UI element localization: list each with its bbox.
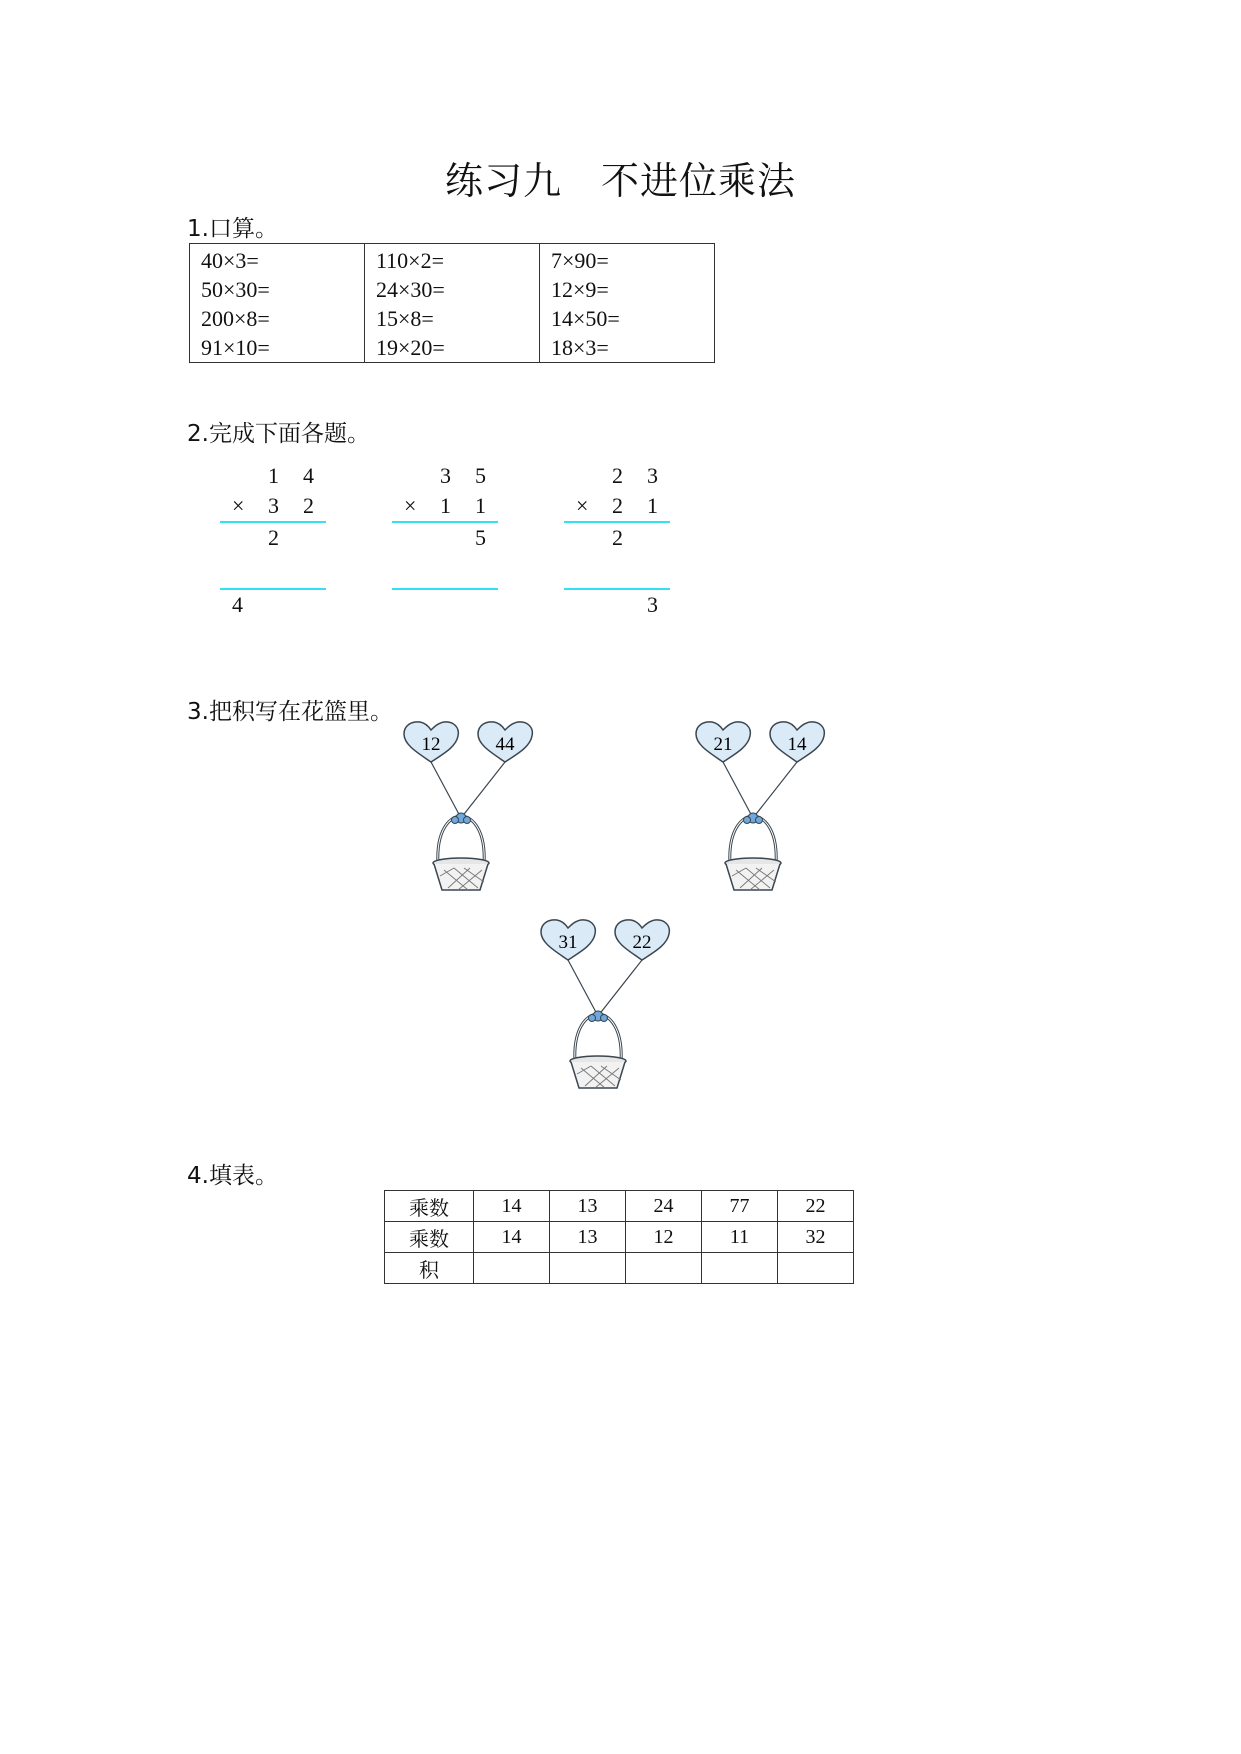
digit: 2 xyxy=(303,493,314,518)
table-row xyxy=(385,1222,854,1253)
page-title: 练习九 不进位乘法 xyxy=(444,159,796,203)
row-label: 乘数 xyxy=(385,1191,474,1222)
oral-calc-column xyxy=(365,244,540,363)
oral-calc-item: 12×9= xyxy=(551,277,609,302)
row-label: 乘数 xyxy=(385,1222,474,1253)
balloon-left xyxy=(404,722,458,762)
oral-calc-item: 91×10= xyxy=(201,335,270,360)
balloon-basket-1 xyxy=(398,720,548,895)
row-label: 积 xyxy=(385,1253,474,1284)
digit: 3 xyxy=(647,463,658,488)
table-cell: 22 xyxy=(778,1191,854,1222)
table-cell: 13 xyxy=(550,1191,626,1222)
balloon-number: 44 xyxy=(495,734,515,755)
table-cell: 32 xyxy=(778,1222,854,1253)
section-3-heading: 3.把积写在花篮里。 xyxy=(187,699,393,725)
balloon-basket-2 xyxy=(690,720,840,895)
digit: 1 xyxy=(440,493,451,518)
table-row xyxy=(385,1191,854,1222)
result-digit: 3 xyxy=(647,592,658,617)
partial-digit: 2 xyxy=(268,525,279,550)
result-digit: 4 xyxy=(232,592,243,617)
balloon-left xyxy=(696,722,750,762)
vertical-multiplication-3 xyxy=(564,460,684,640)
oral-calc-item: 18×3= xyxy=(551,335,609,360)
oral-calc-item: 200×8= xyxy=(201,306,270,331)
oral-calc-table xyxy=(189,243,715,363)
answer-line xyxy=(392,588,498,590)
answer-line xyxy=(564,588,670,590)
oral-calc-item: 40×3= xyxy=(201,248,259,273)
answer-line xyxy=(220,521,326,523)
digit: 1 xyxy=(647,493,658,518)
oral-calc-item: 19×20= xyxy=(376,335,445,360)
oral-calc-item: 14×50= xyxy=(551,306,620,331)
answer-line xyxy=(392,521,498,523)
digit: 2 xyxy=(612,463,623,488)
balloon-right xyxy=(770,722,824,762)
balloon-number: 21 xyxy=(713,734,733,755)
table-cell: 11 xyxy=(702,1222,778,1253)
digit: 4 xyxy=(303,463,314,488)
oral-calc-item: 110×2= xyxy=(376,248,444,273)
oral-calc-item: 15×8= xyxy=(376,306,434,331)
table-cell: 14 xyxy=(474,1191,550,1222)
partial-digit: 5 xyxy=(475,525,486,550)
table-cell: 12 xyxy=(626,1222,702,1253)
times-sign: × xyxy=(576,493,589,518)
table-cell: 13 xyxy=(550,1222,626,1253)
balloon-number: 12 xyxy=(421,734,441,755)
fill-table xyxy=(384,1190,854,1284)
balloon-left xyxy=(541,920,595,960)
digit: 1 xyxy=(268,463,279,488)
digit: 2 xyxy=(612,493,623,518)
balloon-basket-3 xyxy=(535,918,685,1093)
digit: 1 xyxy=(475,493,486,518)
vertical-multiplication-1 xyxy=(220,460,340,640)
answer-line xyxy=(564,521,670,523)
section-4-heading: 4.填表。 xyxy=(187,1163,278,1189)
table-cell: 24 xyxy=(626,1191,702,1222)
oral-calc-column xyxy=(190,244,365,363)
balloon-right xyxy=(615,920,669,960)
basket-icon xyxy=(725,813,781,890)
section-1-heading: 1.口算。 xyxy=(187,216,278,242)
answer-cell[interactable] xyxy=(626,1253,702,1284)
answer-cell[interactable] xyxy=(702,1253,778,1284)
section-2-heading: 2.完成下面各题。 xyxy=(187,421,370,447)
times-sign: × xyxy=(404,493,417,518)
digit: 3 xyxy=(268,493,279,518)
vertical-multiplication-2 xyxy=(392,460,512,640)
answer-cell[interactable] xyxy=(550,1253,626,1284)
oral-calc-item: 24×30= xyxy=(376,277,445,302)
answer-cell[interactable] xyxy=(474,1253,550,1284)
basket-icon xyxy=(433,813,489,890)
times-sign: × xyxy=(232,493,245,518)
table-cell: 14 xyxy=(474,1222,550,1253)
oral-calc-column xyxy=(540,244,715,363)
balloon-number: 22 xyxy=(632,932,652,953)
partial-digit: 2 xyxy=(612,525,623,550)
balloon-number: 14 xyxy=(787,734,807,755)
digit: 3 xyxy=(440,463,451,488)
answer-cell[interactable] xyxy=(778,1253,854,1284)
balloon-number: 31 xyxy=(558,932,578,953)
digit: 5 xyxy=(475,463,486,488)
balloon-right xyxy=(478,722,532,762)
table-cell: 77 xyxy=(702,1191,778,1222)
basket-icon xyxy=(570,1011,626,1088)
answer-line xyxy=(220,588,326,590)
oral-calc-item: 50×30= xyxy=(201,277,270,302)
oral-calc-item: 7×90= xyxy=(551,248,609,273)
table-row xyxy=(385,1253,854,1284)
